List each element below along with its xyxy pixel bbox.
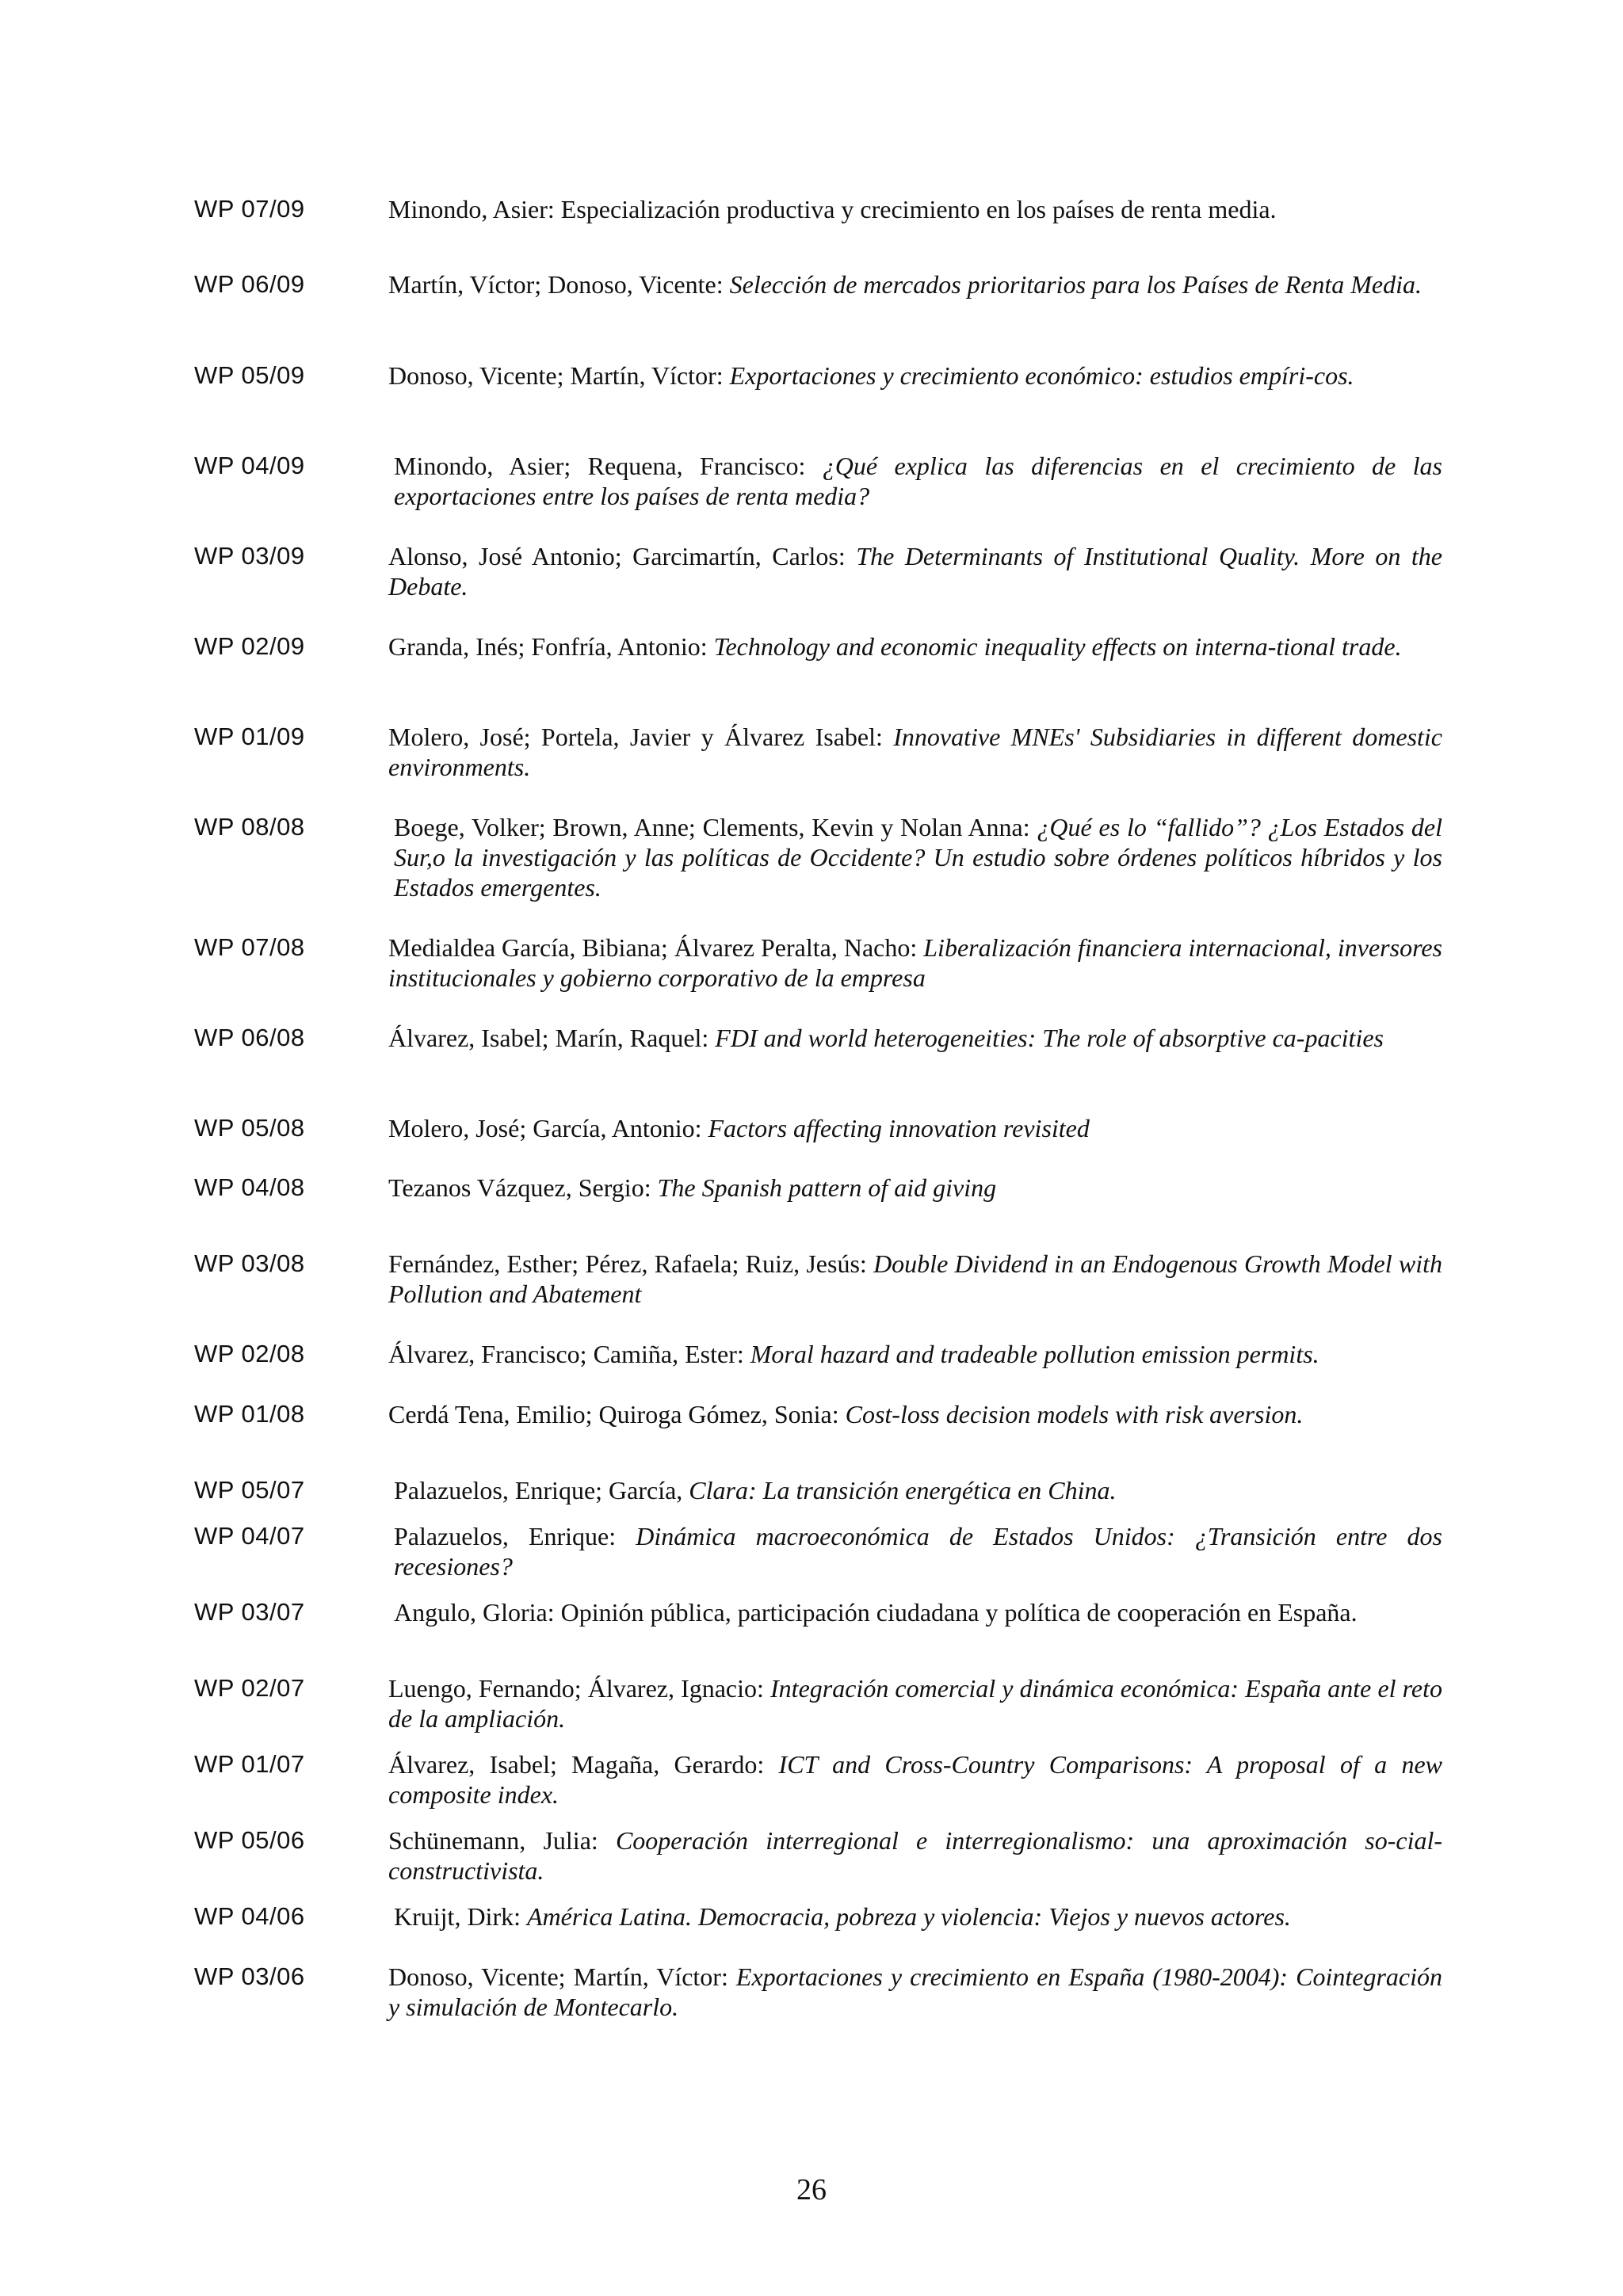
entry-title: Cooperación interregional e interregionalismo: una aproximación so-cial-constructivista. — [388, 1826, 1443, 1885]
entry-citation — [388, 1173, 1442, 1203]
entry-authors: Luengo, Fernando; Álvarez, Ignacio: — [388, 1674, 771, 1703]
entry-code: WP 01/08 — [194, 1400, 305, 1428]
entry-citation — [388, 1825, 1442, 1886]
entry-citation — [388, 722, 1442, 782]
entry-title: Technology and economic inequality effects on interna-tional trade. — [713, 632, 1402, 661]
entry-code: WP 05/07 — [194, 1476, 305, 1504]
entry-title: Exportaciones y crecimiento en España (1980-2004): Cointegración y simulación de Montecarlo. — [388, 1962, 1442, 2021]
entry-title: Double Dividend in an Endogenous Growth Model with Pollution and Abatement — [388, 1249, 1443, 1308]
entry-code: WP 02/08 — [194, 1340, 305, 1367]
entry-code: WP 05/09 — [194, 361, 305, 389]
entry-authors: Schünemann, Julia: — [388, 1826, 616, 1855]
entry-title: ICT and Cross-Country Comparisons: A proposal of a new composite index. — [388, 1750, 1443, 1809]
entry-title: Clara: La transición energética en China. — [689, 1476, 1117, 1505]
entry-code: WP 07/08 — [194, 933, 305, 961]
entry-title: ¿Qué explica las diferencias en el crecimiento de las exportaciones entre los países de renta media? — [394, 452, 1443, 510]
entry-title: Liberalización financiera internacional, inversores institucionales y gobierno corporativo de la empresa — [388, 933, 1442, 992]
entry-citation — [388, 1113, 1442, 1143]
entry-citation — [394, 451, 1442, 511]
entry-citation — [388, 1673, 1442, 1733]
entry-citation — [388, 1249, 1442, 1309]
entry-authors: Palazuelos, Enrique; García, — [394, 1476, 689, 1505]
entry-code: WP 03/06 — [194, 1962, 305, 1990]
entry-code: WP 04/07 — [194, 1522, 305, 1550]
entry-authors: Boege, Volker; Brown, Anne; Clements, Kevin y Nolan Anna: — [394, 813, 1037, 841]
entry-citation — [388, 1023, 1442, 1053]
entry-citation — [388, 194, 1442, 224]
entry-citation — [388, 1399, 1442, 1429]
entry-citation — [388, 269, 1442, 299]
entry-citation — [388, 1749, 1442, 1810]
entry-code: WP 08/08 — [194, 813, 305, 841]
entry-authors: Álvarez, Francisco; Camiña, Ester: — [388, 1340, 750, 1368]
entry-authors: Medialdea García, Bibiana; Álvarez Peralta, Nacho: — [388, 933, 924, 962]
entry-title: Exportaciones y crecimiento económico: estudios empíri-cos. — [729, 361, 1354, 390]
entry-citation — [388, 933, 1442, 993]
entry-citation — [394, 1901, 1442, 1932]
entry-title: The Determinants of Institutional Quality. More on the Debate. — [388, 542, 1443, 601]
entry-title: Innovative MNEs' Subsidiaries in different domestic environments. — [388, 723, 1443, 781]
entry-authors: Minondo, Asier; Requena, Francisco: — [394, 452, 823, 480]
entry-citation — [388, 1339, 1442, 1369]
entry-title: Moral hazard and tradeable pollution emission permits. — [750, 1340, 1319, 1368]
entry-title: ¿Qué es lo “fallido”? ¿Los Estados del Sur,o la investigación y las políticas de Occidente? Un estudio sobre órdenes políticos híbridos y los Estados emergentes. — [394, 813, 1443, 902]
entry-code: WP 04/09 — [194, 452, 305, 479]
entry-title: Factors affecting innovation revisited — [708, 1114, 1090, 1142]
entry-citation — [388, 631, 1442, 662]
entry-authors: Minondo, Asier: Especialización productiva y crecimiento en los países de renta media. — [388, 195, 1277, 223]
entry-code: WP 01/07 — [194, 1750, 305, 1778]
entry-citation — [388, 541, 1442, 601]
entry-code: WP 05/08 — [194, 1114, 305, 1142]
entry-code: WP 05/06 — [194, 1826, 305, 1854]
entry-citation — [388, 360, 1442, 391]
entry-code: WP 06/08 — [194, 1024, 305, 1051]
page-number: 26 — [796, 2173, 827, 2206]
entry-authors: Molero, José; Portela, Javier y Álvarez Isabel: — [388, 723, 894, 751]
entry-authors: Fernández, Esther; Pérez, Rafaela; Ruiz, Jesús: — [388, 1249, 874, 1278]
entry-authors: Donoso, Vicente; Martín, Víctor: — [388, 361, 730, 390]
entry-authors: Kruijt, Dirk: — [394, 1902, 527, 1931]
entry-title: The Spanish pattern of aid giving — [657, 1173, 997, 1202]
entry-citation — [394, 1521, 1442, 1581]
entry-code: WP 07/09 — [194, 195, 305, 223]
entry-citation — [388, 1962, 1442, 2022]
entry-authors: Álvarez, Isabel; Marín, Raquel: — [388, 1024, 716, 1052]
entry-title: FDI and world heterogeneities: The role of absorptive ca-pacities — [715, 1024, 1384, 1052]
entry-authors: Angulo, Gloria: Opinión pública, participación ciudadana y política de cooperación en España. — [394, 1598, 1358, 1627]
entry-authors: Donoso, Vicente; Martín, Víctor: — [388, 1962, 736, 1991]
entry-code: WP 03/07 — [194, 1598, 305, 1626]
entry-title: América Latina. Democracia, pobreza y violencia: Viejos y nuevos actores. — [526, 1902, 1291, 1931]
entry-title: Integración comercial y dinámica económica: España ante el reto de la ampliación. — [388, 1674, 1442, 1733]
entry-title: Selección de mercados prioritarios para los Países de Renta Media. — [729, 270, 1422, 299]
entry-code: WP 03/08 — [194, 1249, 305, 1277]
entry-citation — [394, 812, 1442, 902]
entry-code: WP 01/09 — [194, 723, 305, 750]
entry-code: WP 06/09 — [194, 270, 305, 298]
entry-code: WP 04/08 — [194, 1173, 305, 1201]
entry-title: Cost-loss decision models with risk aversion. — [845, 1400, 1304, 1428]
entry-citation — [394, 1597, 1442, 1627]
entry-code: WP 04/06 — [194, 1902, 305, 1930]
entry-authors: Tezanos Vázquez, Sergio: — [388, 1173, 658, 1202]
entry-code: WP 03/09 — [194, 542, 305, 570]
entry-authors: Cerdá Tena, Emilio; Quiroga Gómez, Sonia: — [388, 1400, 846, 1428]
entry-authors: Martín, Víctor; Donoso, Vicente: — [388, 270, 730, 299]
entry-authors: Granda, Inés; Fonfría, Antonio: — [388, 632, 714, 661]
entry-authors: Palazuelos, Enrique: — [394, 1522, 636, 1550]
entry-title: Dinámica macroeconómica de Estados Unidos: ¿Transición entre dos recesiones? — [394, 1522, 1442, 1581]
entry-code: WP 02/09 — [194, 632, 305, 660]
entry-authors: Álvarez, Isabel; Magaña, Gerardo: — [388, 1750, 779, 1779]
entry-code: WP 02/07 — [194, 1674, 305, 1702]
entry-citation — [394, 1475, 1442, 1505]
entry-authors: Molero, José; García, Antonio: — [388, 1114, 708, 1142]
entry-authors: Alonso, José Antonio; Garcimartín, Carlos: — [388, 542, 857, 570]
